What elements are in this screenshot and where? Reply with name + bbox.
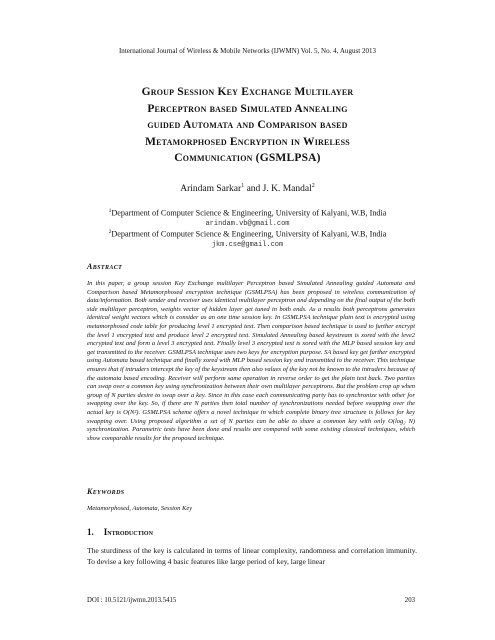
page-number: 203 — [404, 597, 415, 604]
author-name: J. K. Mandal — [262, 184, 312, 195]
section-number: 1. — [87, 527, 94, 537]
abstract-text: In this paper, a group session Key Exchange multilayer Perceptron based Simulated Annealing guided Automata and Comparison based Metamorphosed encryption technique (GSMLPSA) has been proposed in wireless communication of data/information. Both sender and receiver uses identical multilayer perceptron and depending on the final output of the both side multilayer perceptron, weights vector of hidden layer get tuned in both ends. As a results both perceptrons generates identical weight vectors which is consider as an one time session key. In GSMLPSA technique plain text is encrypted using metamorphosed code table for producing level 1 encrypted text. Then comparison based technique is used to further encrypt the level 1 encrypted text and produce level 2 encrypted text. Simulated Annealing based keystream is xored with the leve2 encrypted text and form a level 3 encrypted text. Finally level 3 encrypted text is xored with the MLP based session key and get transmitted to the receiver. GSMLPSA technique uses two keys for encryption purpose. SA based key get further encrypted using Automata based technique and finally xored with MLP based session key and transmitted to the receiver. This technique ensures that if intruders intercept the key of the keystream then also values of the key not be known to the intruders because of the automata based encoding. Receiver will perform same operation in reverse order to get the plain text back. Two parties can swap over a common key using synchronization between their own multilayer perceptrons. But the problem crop up when group of N parties desire to swap over a key. Since in this case each communicating party has to synchronize with other for swapping over the key. So, if there are N parties then total number of synchronizations needed before swapping over the actual key is O(N²). GSMLPSA scheme offers a novel technique in which complete binary tree structure is follows for key swapping over. Using proposed algorithm a set of N parties can be able to share a common key with only O(log₂ N) synchronization. Parametric tests have been done and results are compared with some existing classical techniques, which show comparable results for the proposed technique. — [87, 280, 415, 442]
section-title: Introduction — [103, 527, 153, 537]
introduction-heading — [87, 527, 153, 537]
email-1[interactable]: arindam.vb@gmail.com — [205, 220, 290, 228]
authors — [0, 183, 495, 194]
title-line: Perceptron based Simulated Annealing — [147, 102, 348, 115]
affiliation-text: Department of Computer Science & Engineering, University of Kalyani, W.B, India — [111, 229, 387, 239]
introduction-text: The sturdiness of the key is calculated in terms of linear complexity, randomness and correlation immunity. To devise a key following 4 basic features like large period of key, large linear — [87, 546, 417, 566]
affiliation-text: Department of Computer Science & Engineering, University of Kalyani, W.B, India — [111, 208, 387, 218]
affiliation-superscript: 2 — [108, 229, 112, 235]
title-line: Communication (GSMLPSA) — [174, 152, 321, 164]
author-name: Arindam Sarkar — [180, 184, 242, 195]
journal-header: International Journal of Wireless & Mobile Networks (IJWMN) Vol. 5, No. 4, August 2013 — [118, 47, 377, 55]
keywords-text: Metamorphosed, Automata, Session Key — [87, 505, 193, 512]
doi-footer: DOI : 10.5121/ijwmn.2013.5415 — [87, 597, 177, 604]
keywords-heading: Keywords — [87, 487, 125, 496]
author-superscript: 1 — [241, 183, 245, 189]
author-superscript: 2 — [311, 183, 315, 189]
affiliation-superscript: 1 — [108, 208, 112, 214]
author-conjunction: and — [246, 184, 261, 195]
abstract-heading: Abstract — [87, 262, 123, 271]
paper-title — [70, 84, 425, 167]
affiliation-1 — [0, 208, 495, 218]
title-line: Group Session Key Exchange Multilayer — [141, 86, 354, 98]
affiliation-2 — [0, 229, 495, 239]
title-line: guided Automata and Comparison based — [147, 119, 348, 131]
title-line: Metamorphosed Encryption in Wireless — [145, 135, 350, 148]
email-2[interactable]: jkm.cse@gmail.com — [211, 241, 284, 249]
